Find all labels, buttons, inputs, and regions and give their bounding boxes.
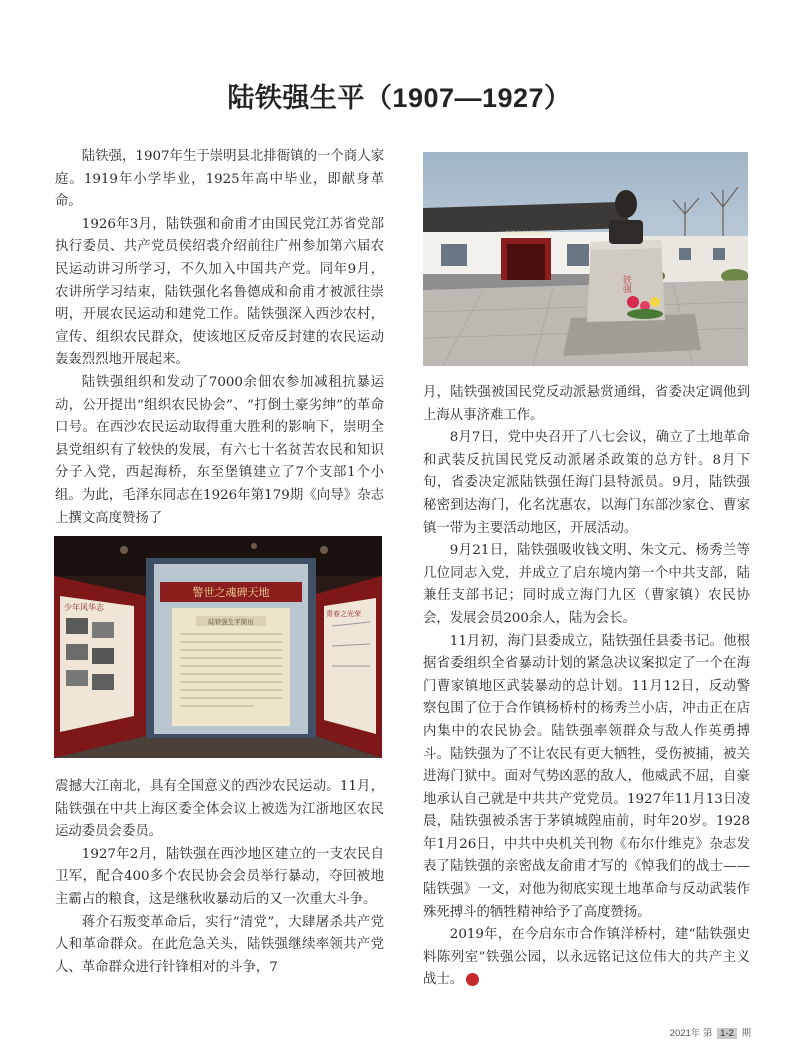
paragraph: 11月初，海门县委成立，陆铁强任县委书记。他根据省委组织全省暴动计划的紧急决议案拟定了一个在海门曹家镇地区武装暴动的总计划。11月12日，反动警察包围了位于合作镇杨桥村的杨秀兰小店，冲击正在店内集中的农民协会。陆铁强率领群众与敌人作英勇搏斗。陆铁强为了不让农民有更大牺牲，受伤被捕，被关进海门狱中。面对气势凶恶的敌人，他威武不屈，自豪地承认自己就是中共共产党党员。1927年11月13日凌晨，陆铁强被杀害于茅镇城隍庙前，时年20岁。1928年1月26日，中共中央机关刊物《布尔什维克》杂志发表了陆铁强的亲密战友俞甫才写的《悼我们的战士——陆铁强》一文，对他为彻底实现土地革命与反动武装作殊死搏斗的牺牲精神给予了高度赞扬。: [423, 633, 750, 920]
paragraph: 陆铁强，1907年生于崇明县北排衙镇的一个商人家庭。1919年小学毕业，1925年高中毕业，即献身革命。: [55, 149, 384, 210]
exhibit-banner-text: 警世之魂碑天地: [192, 586, 270, 599]
footer-di: 第: [702, 1028, 713, 1039]
paragraph: 陆铁强组织和发动了7000余佃农参加减租抗暴运动，公开提出“组织农民协会”、“打倒土豪劣绅”的革命口号。在西沙农民运动取得重大胜利的影响下，崇明全县党组织有了较快的发展，有六七十名贫苦农民和知识分子入党，西起海桥，东至堡镇建立了7个支部1个小组。为此，毛泽东同志在1926年第179期《向导》杂志上撰文高度赞扬了: [55, 374, 384, 526]
left-column-bottom: [55, 776, 384, 979]
paragraph: 9月21日，陆铁强吸收钱文明、朱文元、杨秀兰等几位同志入党，并成立了启东境内第一个中共支部，陆兼任支部书记；同时成立海门九区（曹家镇）农民协会，发展会员200余人，陆为会长。: [423, 543, 750, 626]
page-title: 陆铁强生平（1907—1927）: [227, 83, 572, 113]
exhibit-left-sign: 少年风华志: [64, 603, 104, 612]
footer-issue: 1-2: [717, 1028, 737, 1039]
memorial-pedestal-text: 铁强: [621, 275, 631, 293]
footer-year: 2021年: [669, 1028, 701, 1039]
exhibition-hall-photo: [54, 536, 382, 758]
memorial-house-sign: 陆铁强史料陈列室: [505, 231, 547, 237]
exhibit-right-sign: 青春之光荣: [326, 610, 361, 618]
closing-text: 2019年，在今启东市合作镇洋桥村，建“陆铁强史料陈列室”铁强公园，以永远铭记这位伟大的共产主义战士。: [423, 927, 750, 988]
paragraph: 1926年3月，陆铁强和俞甫才由国民党江苏省党部执行委员、共产党员侯绍裘介绍前往广州参加第六届农民运动讲习所学习，不久加入中国共产党。同年9月，农讲所学习结束，陆铁强化名鲁德成和俞甫才被派往崇明，开展农民运动和建党工作。陆铁强深入西沙农村，宣传、组织农民群众，使该地区反帝反封建的农民运动轰轰烈烈地开展起来。: [55, 216, 384, 368]
paragraph: 月，陆铁强被国民党反动派悬赏通缉，省委决定调他到上海从事济难工作。: [423, 385, 750, 423]
paragraph: [423, 924, 750, 992]
left-column-top: [55, 146, 384, 530]
paragraph: 8月7日，党中央召开了八七会议，确立了土地革命和武装反抗国民党反动派屠杀政策的总方针。8月下旬，省委决定派陆铁强任海门县特派员。9月，陆铁强秘密到达海门，化名沈惠农，以海门东部沙家仓、曹家镇一带为主要活动地区，开展活动。: [423, 430, 750, 536]
paragraph: 震撼大江南北，具有全国意义的西沙农民运动。11月，陆铁强在中共上海区委全体会议上被选为江浙地区农民运动委员会委员。: [55, 779, 384, 840]
page-footer: [670, 1025, 751, 1039]
paragraph: 蒋介石叛变革命后，实行“清党”，大肆屠杀共产党人和革命群众。在此危急关头，陆铁强继续率领共产党人、革命群众进行针锋相对的斗争，7: [55, 914, 384, 975]
footer-qi: 期: [741, 1028, 751, 1039]
right-column: [423, 382, 750, 992]
end-mark-seal: 龙: [466, 973, 479, 986]
exhibit-panel-title: 陆铁强生平简历: [208, 618, 254, 626]
memorial-bust-photo: [423, 152, 748, 366]
paragraph: 1927年2月，陆铁强在西沙地区建立的一支农民自卫军，配合400多个农民协会会员举行暴动，夺回被地主霸占的粮食，这是继秋收暴动后的又一次重大斗争。: [55, 846, 384, 907]
